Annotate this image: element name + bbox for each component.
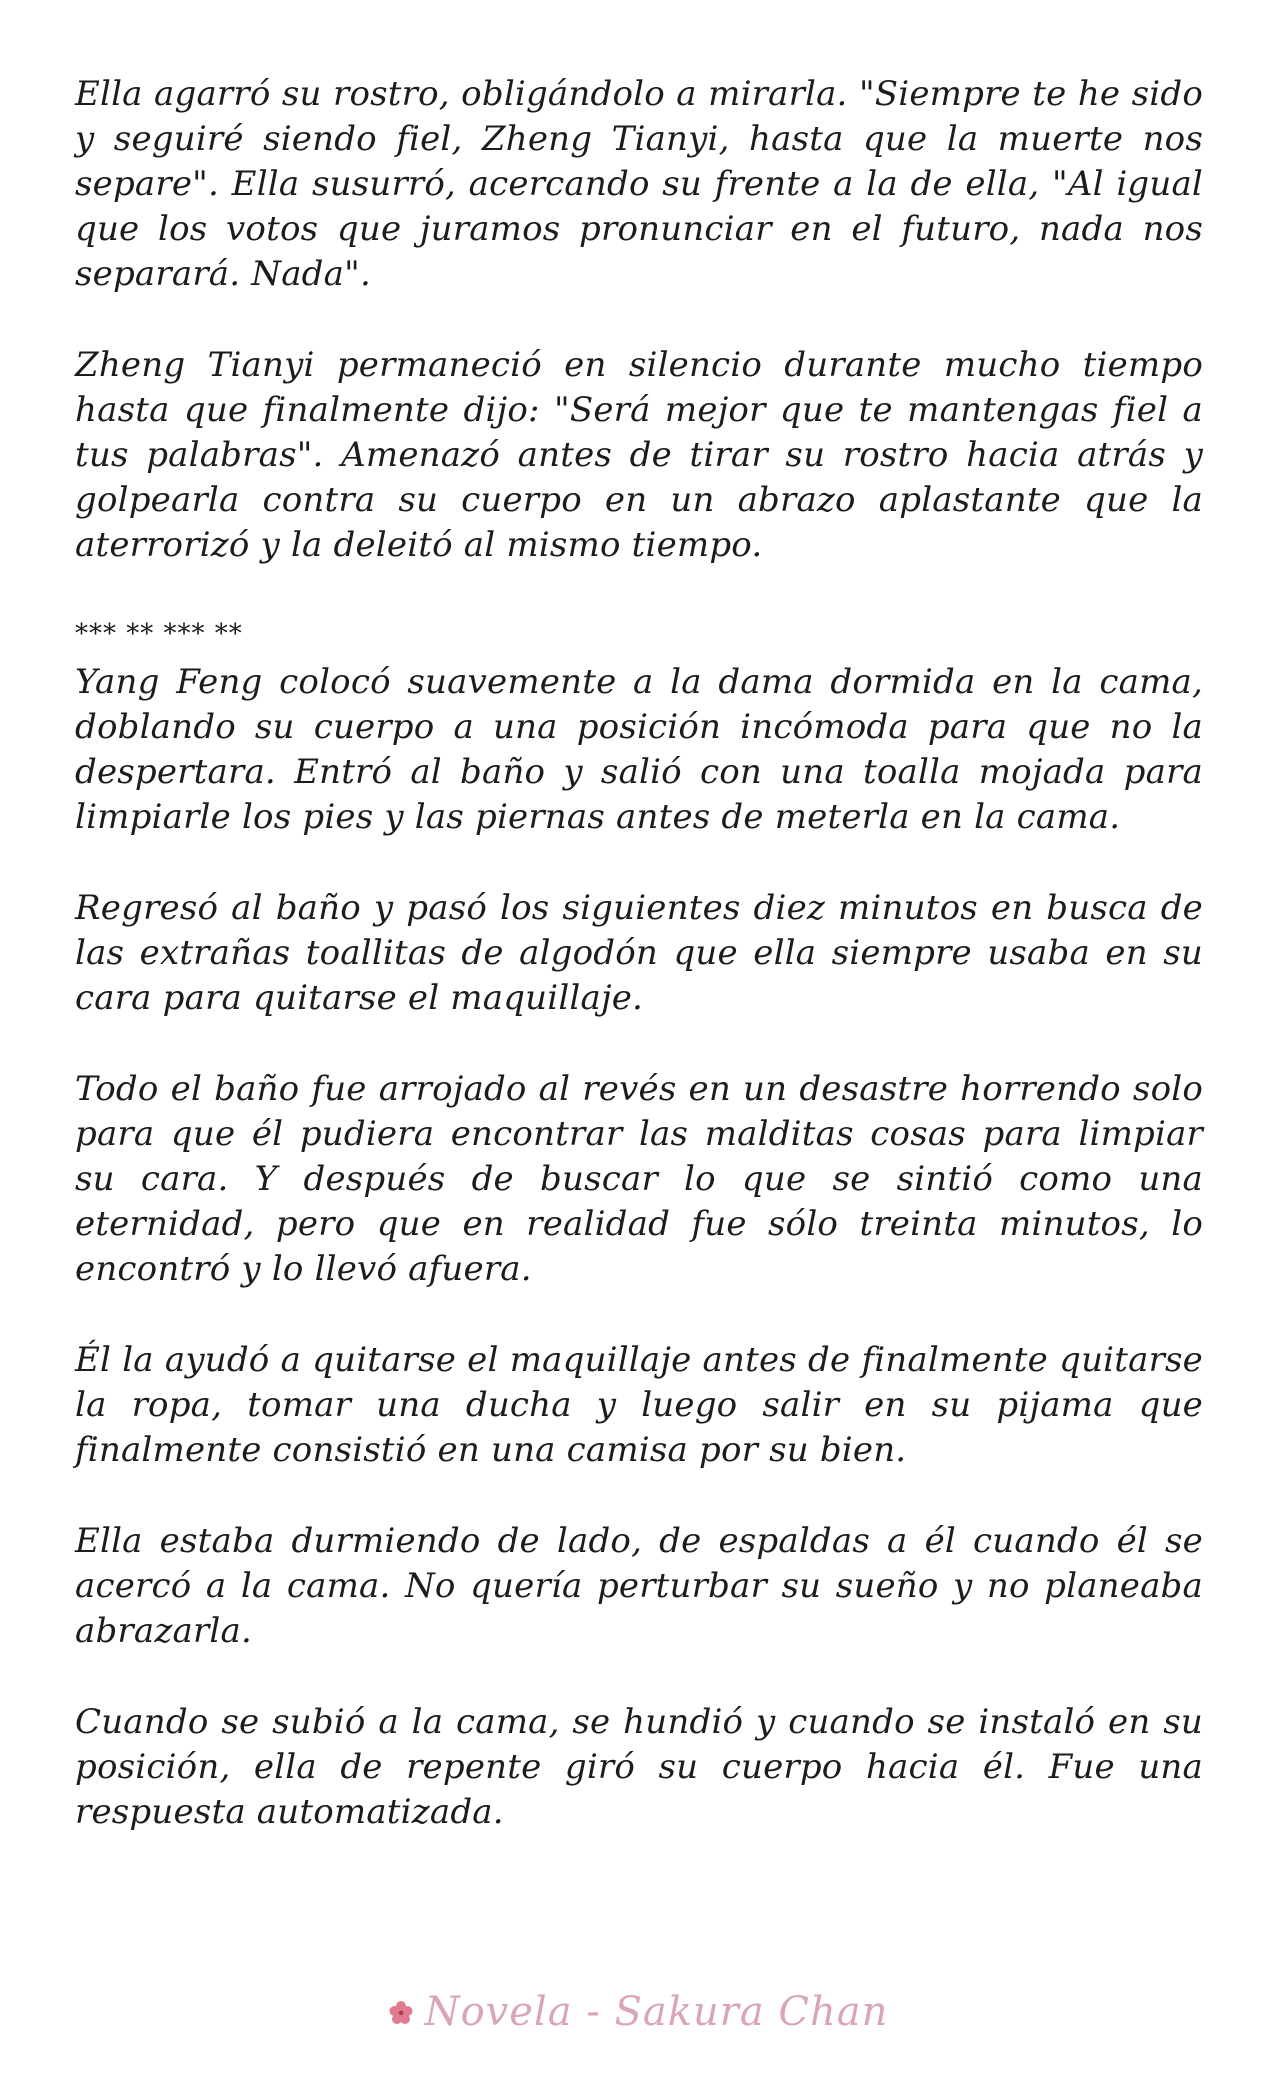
sakura-flower-icon [387,1999,415,2027]
paragraph-2: Zheng Tianyi permaneció en silencio durante mucho tiempo hasta que finalmente dijo: "Será mejor que te mantengas fiel a tus palabras". Amenazó antes de tirar su rostro hacia atrás y golpearla contra su cuerpo en un abrazo aplastante que la aterrorizó y la deleitó al mismo tiempo. [75,345,1203,565]
paragraph-7: Ella estaba durmiendo de lado, de espaldas a él cuando él se acercó a la cama. No quería perturbar su sueño y no planeaba abrazarla. [75,1521,1203,1651]
paragraph-1: Ella agarró su rostro, obligándolo a mirarla. "Siempre te he sido y seguiré siendo fiel, Zheng Tianyi, hasta que la muerte nos separe". Ella susurró, acercando su frente a la de ella, "Al igual que los votos que juramos pronunciar en el futuro, nada nos separará. Nada". [75,74,1203,294]
scene-separator: *** ** *** ** [75,619,243,649]
paragraph-3: Yang Feng colocó suavemente a la dama dormida en la cama, doblando su cuerpo a una posición incómoda para que no la despertara. Entró al baño y salió con una toalla mojada para limpiarle los pies y las piernas antes de meterla en la cama. [75,662,1203,837]
document-body [75,72,1203,1835]
watermark-text: Novela - Sakura Chan [424,1989,889,2035]
paragraph-5: Todo el baño fue arrojado al revés en un desastre horrendo solo para que él pudiera encontrar las malditas cosas para limpiar su cara. Y después de buscar lo que se sintió como una eternidad, pero que en realidad fue sólo treinta minutos, lo encontró y lo llevó afuera. [75,1069,1203,1289]
paragraph-4: Regresó al baño y pasó los siguientes diez minutos en busca de las extrañas toallitas de algodón que ella siempre usaba en su cara para quitarse el maquillaje. [75,888,1203,1018]
paragraph-8: Cuando se subió a la cama, se hundió y cuando se instaló en su posición, ella de repente giró su cuerpo hacia él. Fue una respuesta automatizada. [75,1702,1203,1832]
watermark [0,1988,1275,2036]
paragraph-6: Él la ayudó a quitarse el maquillaje antes de finalmente quitarse la ropa, tomar una ducha y luego salir en su pijama que finalmente consistió en una camisa por su bien. [75,1340,1203,1470]
